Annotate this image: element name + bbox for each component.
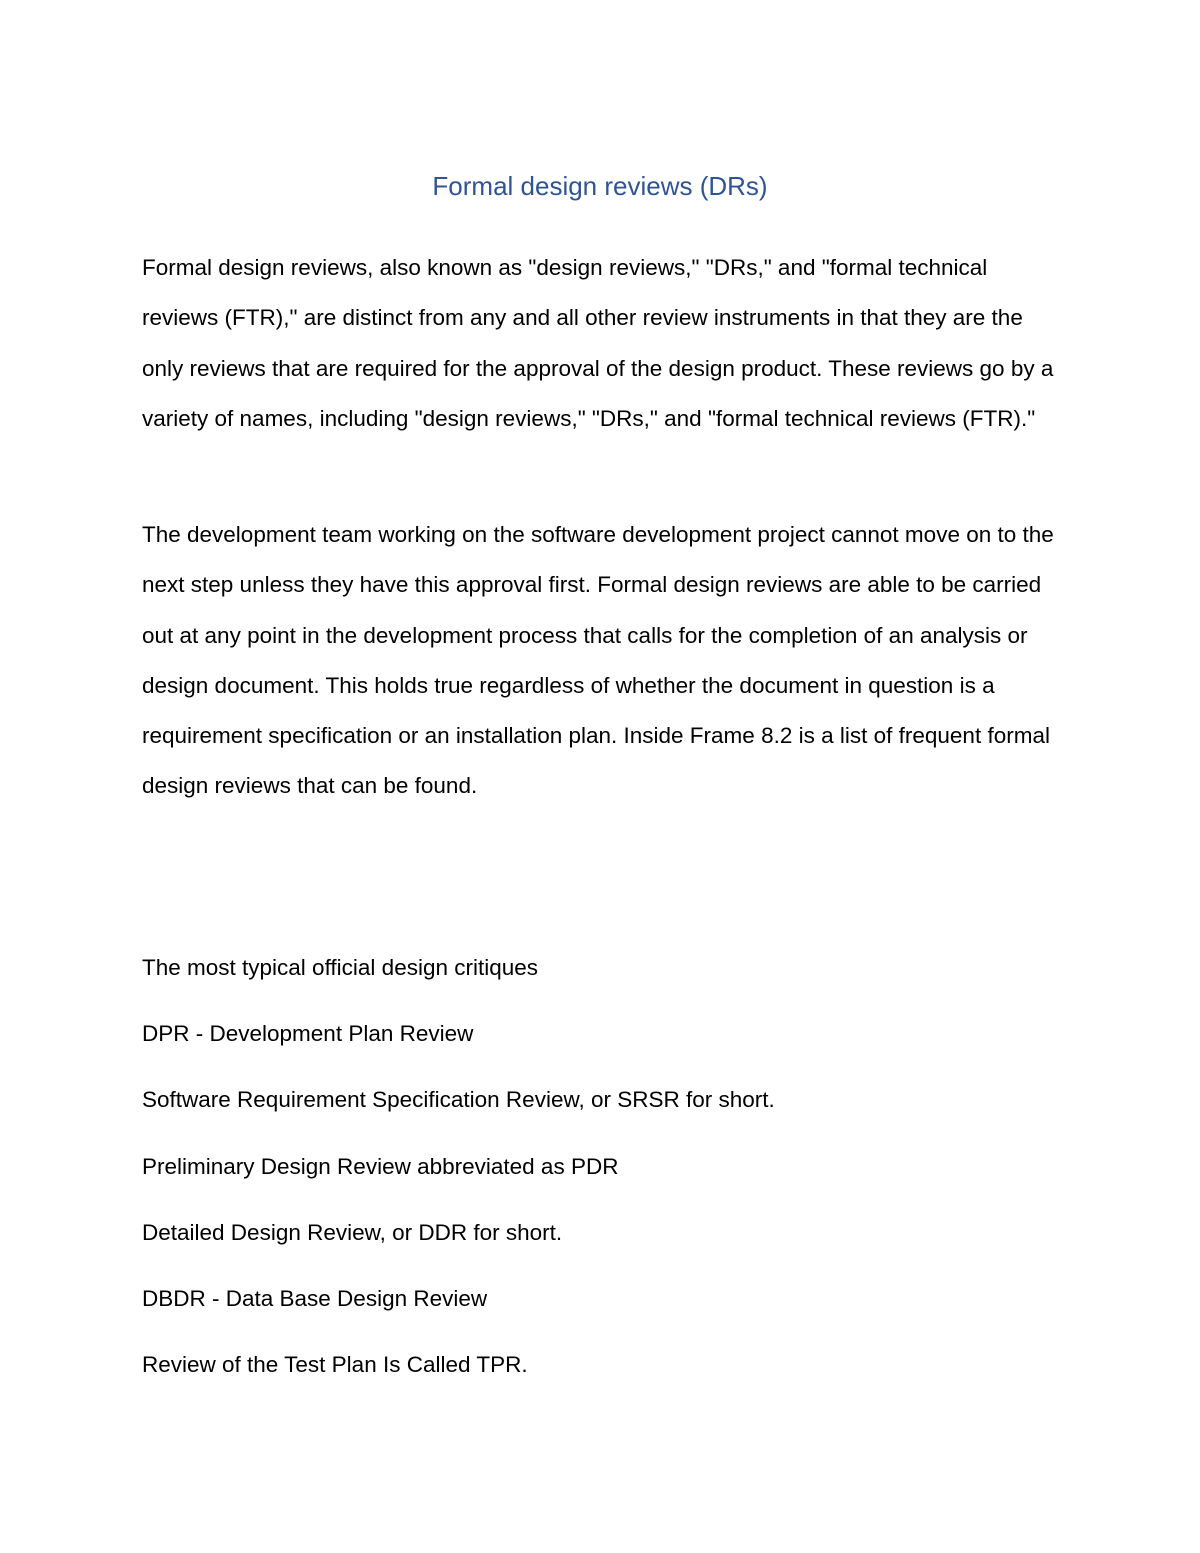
- review-list-heading: The most typical official design critiques: [142, 955, 539, 980]
- list-item: Software Requirement Specification Review, or SRSR for short.: [142, 1087, 775, 1113]
- list-item: DBDR - Data Base Design Review: [142, 1285, 488, 1311]
- list-item: Review of the Test Plan Is Called TPR.: [142, 1352, 528, 1378]
- list-item: DPR - Development Plan Review: [142, 1021, 474, 1047]
- list-item: Detailed Design Review, or DDR for short.: [142, 1219, 563, 1245]
- paragraph-approval: The development team working on the software development project cannot move on to the next step unless they have this approval first. Formal design reviews are able to be carried out at any point in the development process that calls for the completion of an analysis or design document. This holds true regardless of whether the document in question is a requirement specification or an installation plan. Inside Frame 8.2 is a list of frequent formal design reviews that can be found.: [142, 522, 1054, 799]
- list-item: Preliminary Design Review abbreviated as PDR: [142, 1153, 619, 1179]
- document-title: Formal design reviews (DRs): [432, 171, 768, 201]
- paragraph-intro: Formal design reviews, also known as "design reviews," "DRs," and "formal technical reviews (FTR)," are distinct from any and all other review instruments in that they are the only reviews that are required for the approval of the design product. These reviews go by a variety of names, including "design reviews," "DRs," and "formal technical reviews (FTR).": [142, 255, 1054, 431]
- review-list: [142, 943, 1062, 1406]
